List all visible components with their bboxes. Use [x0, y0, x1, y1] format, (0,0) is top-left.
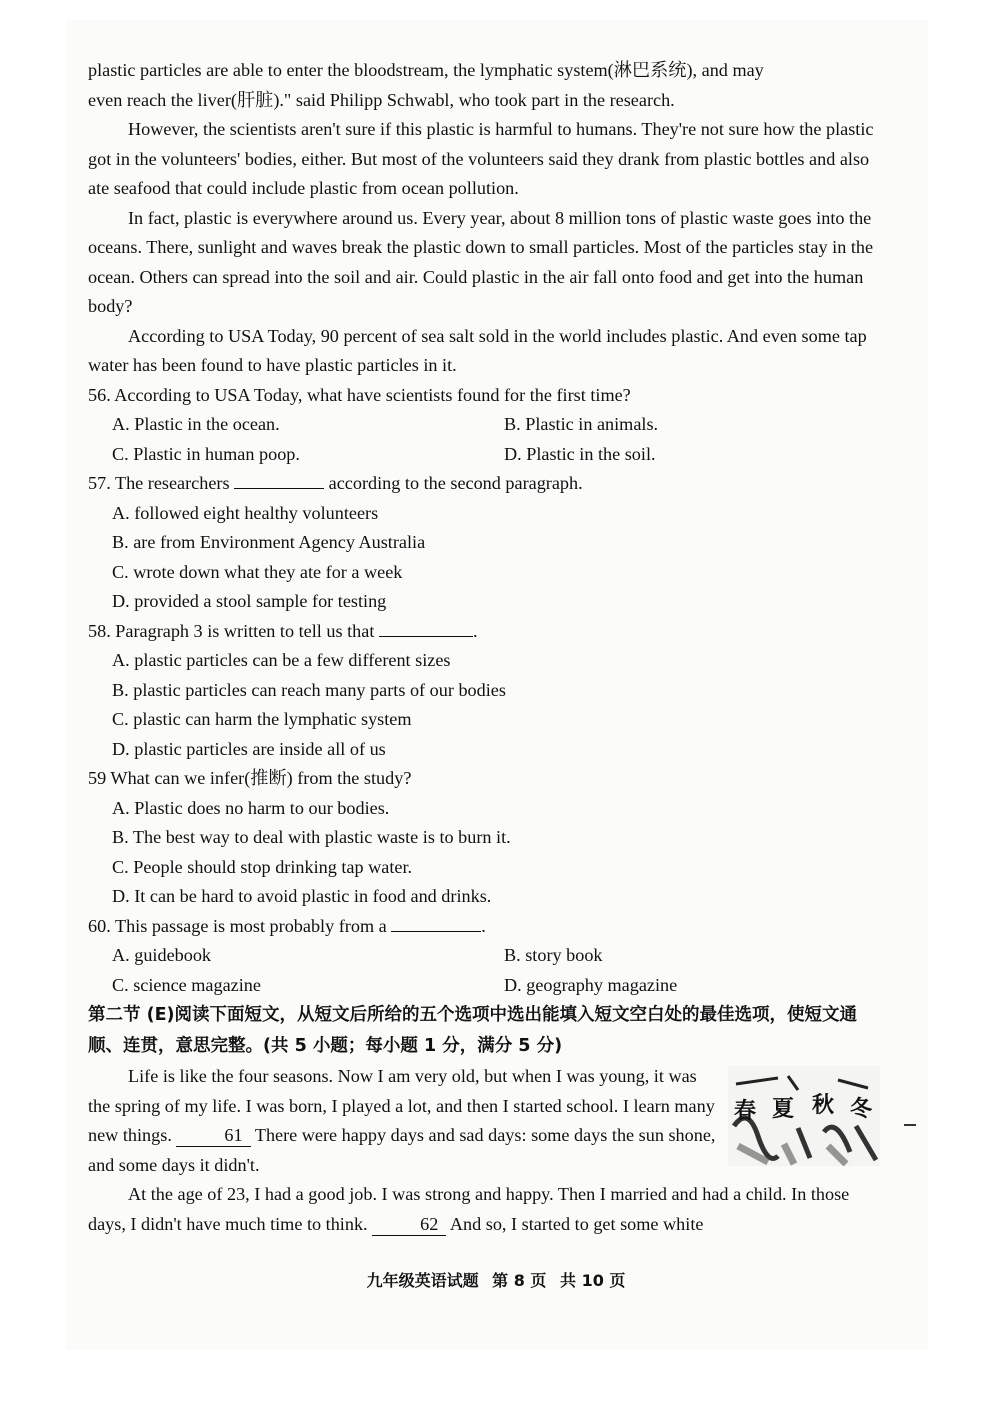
- option-c[interactable]: C. Plastic in human poop.: [112, 443, 300, 464]
- passage-line: even reach the liver(肝脏)." said Philipp Schwabl, who took part in the research.: [88, 89, 675, 110]
- answer-blank[interactable]: [391, 913, 481, 932]
- footer-subject: 九年级英语试题: [366, 1271, 479, 1290]
- blank-61[interactable]: 61: [176, 1124, 250, 1147]
- question-57: [88, 469, 880, 617]
- page-footer: [0, 1268, 992, 1291]
- option-d[interactable]: D. provided a stool sample for testing: [112, 591, 387, 611]
- page-content: [88, 56, 880, 1239]
- question-stem: Paragraph 3 is written to tell us that: [115, 620, 375, 641]
- section-instruction: 第二节 (E)阅读下面短文，从短文后所给的五个选项中选出能填入短文空白处的最佳选项，使短文通顺、连贯，意思完整。(共 5 小题；每小题 1 分，满分 5 分): [88, 1005, 858, 1056]
- option-d[interactable]: D. geography magazine: [504, 974, 678, 995]
- season-char-winter: 冬: [850, 1097, 873, 1122]
- option-a[interactable]: A. guidebook: [112, 945, 212, 965]
- option-c[interactable]: C. wrote down what they ate for a week: [112, 561, 403, 582]
- question-60: [88, 912, 880, 1001]
- answer-blank[interactable]: [379, 618, 473, 637]
- question-59: [88, 764, 880, 912]
- option-a[interactable]: A. plastic particles can be a few different sizes: [112, 650, 451, 670]
- option-c[interactable]: C. plastic can harm the lymphatic system: [112, 709, 412, 729]
- question-stem-end: .: [472, 620, 478, 641]
- option-d[interactable]: D. plastic particles are inside all of us: [112, 738, 386, 759]
- story-first-paragraph: [88, 1062, 880, 1180]
- option-b[interactable]: B. plastic particles can reach many parts of our bodies: [112, 679, 506, 700]
- footer-total-pages: 共 10 页: [560, 1271, 626, 1290]
- question-58: [88, 617, 880, 765]
- question-number: 58.: [88, 620, 111, 641]
- option-d[interactable]: D. Plastic in the soil.: [504, 443, 656, 464]
- footer-page-number: 第 8 页: [492, 1271, 547, 1290]
- scan-mark: [904, 1124, 916, 1126]
- question-stem: According to USA Today, what have scientists found for the first time?: [114, 384, 631, 405]
- season-char-summer: 夏: [772, 1097, 795, 1122]
- question-56: [88, 381, 880, 470]
- question-stem: The researchers: [114, 473, 230, 493]
- passage-line: plastic particles are able to enter the bloodstream, the lymphatic system(淋巴系统), and may: [88, 60, 764, 80]
- season-char-autumn: 秋: [812, 1093, 835, 1118]
- four-seasons-image: [728, 1066, 880, 1166]
- option-b[interactable]: B. are from Environment Agency Australia: [112, 532, 426, 552]
- story-paragraph: [88, 1062, 716, 1180]
- four-seasons-painting: [728, 1066, 880, 1166]
- option-b[interactable]: B. Plastic in animals.: [504, 414, 659, 434]
- passage-paragraph: According to USA Today, 90 percent of sea salt sold in the world includes plastic. And even some tap water has been found to have plastic particles in it.: [88, 325, 867, 375]
- question-number: 57.: [88, 473, 111, 493]
- passage-paragraph: In fact, plastic is everywhere around us. Every year, about 8 million tons of plastic waste goes into the oceans. There, sunlight and waves break the plastic down to small particles. Most of the particles stay in the ocean. Others can spread into the soil and air. Could plastic in the air fall onto food and get into the human body?: [88, 207, 874, 316]
- question-stem-end: according to the second paragraph.: [328, 473, 583, 493]
- option-c[interactable]: C. science magazine: [112, 974, 261, 995]
- answer-blank[interactable]: [234, 470, 324, 489]
- story-paragraph: [88, 1180, 880, 1239]
- story-text: There were happy days and sad days: some days the sun shone, and some days it didn't.: [88, 1125, 716, 1175]
- story-text: At the age of 23, I had a good job. I was strong and happy. Then I married and had a child. In those days, I didn't have much time to think.: [88, 1184, 850, 1234]
- option-a[interactable]: A. Plastic in the ocean.: [112, 414, 280, 434]
- option-d[interactable]: D. It can be hard to avoid plastic in food and drinks.: [112, 886, 492, 906]
- question-stem: What can we infer(推断) from the study?: [110, 768, 412, 788]
- question-stem: This passage is most probably from a: [114, 915, 387, 936]
- option-a[interactable]: A. followed eight healthy volunteers: [112, 502, 379, 523]
- option-a[interactable]: A. Plastic does no harm to our bodies.: [112, 797, 390, 818]
- question-number: 56.: [88, 384, 111, 405]
- passage-paragraph: However, the scientists aren't sure if this plastic is harmful to humans. They're not sure how the plastic got in the volunteers' bodies, either. But most of the volunteers said they drank from plastic bottles and also ate seafood that could include plastic from ocean pollution.: [88, 119, 874, 198]
- question-number: 60.: [88, 915, 111, 936]
- story-text: And so, I started to get some white: [449, 1213, 704, 1234]
- question-number: 59: [88, 768, 107, 788]
- question-stem-end: .: [481, 915, 486, 936]
- option-b[interactable]: B. story book: [504, 945, 603, 965]
- season-char-spring: 春: [734, 1099, 757, 1124]
- option-b[interactable]: B. The best way to deal with plastic waste is to burn it.: [112, 827, 511, 847]
- option-c[interactable]: C. People should stop drinking tap water.: [112, 856, 413, 877]
- blank-62[interactable]: 62: [372, 1213, 446, 1236]
- story-text: Life is like the four seasons. Now I am very old, but when I was young, it was the spring of my life. I was born, I played a lot, and then I started school. I learn many new things.: [88, 1066, 715, 1145]
